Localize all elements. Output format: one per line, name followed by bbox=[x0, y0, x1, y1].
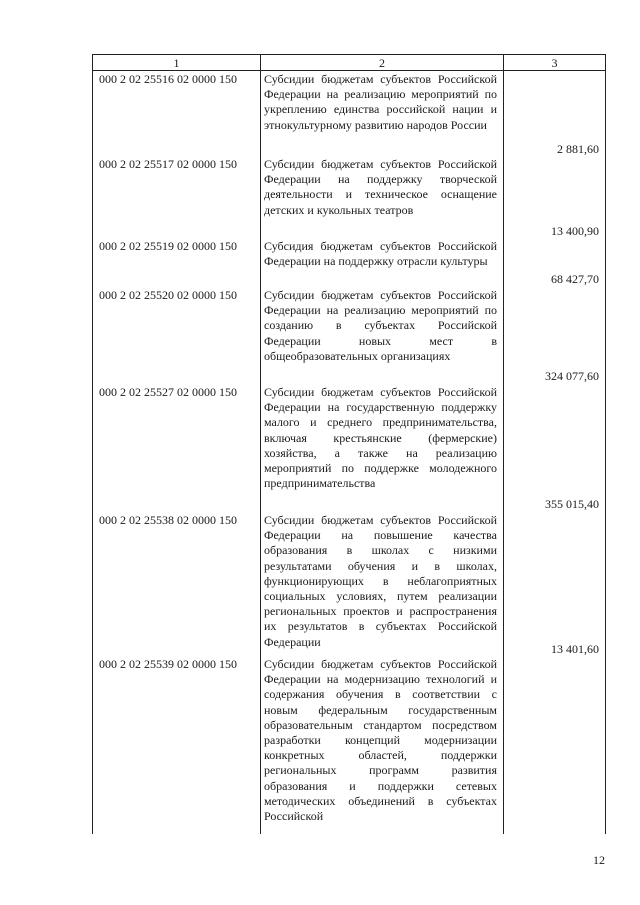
row-description: Субсидия бюджетам субъектов Российской Федерации на поддержку отрасли культуры bbox=[264, 239, 497, 269]
budget-code: 000 2 02 25527 02 0000 150 bbox=[99, 385, 237, 399]
row-description: Субсидии бюджетам субъектов Российской Федерации на государственную поддержку малого и среднего предпринимательства, включая крестьянские (фермерские) хозяйства, а также на реализацию мероприятий по поддержке молодежного предпринимательства bbox=[264, 385, 497, 491]
budget-code: 000 2 02 25520 02 0000 150 bbox=[99, 288, 237, 302]
row-amount: 68 427,70 bbox=[551, 272, 599, 286]
column-divider bbox=[503, 55, 504, 834]
column-divider bbox=[260, 55, 261, 834]
row-amount: 355 015,40 bbox=[545, 497, 599, 511]
row-description: Субсидии бюджетам субъектов Российской Федерации на модернизацию технологий и содержания обучения в соответствии с новым федеральным государственным образовательным стандартом посредством разработки концепций модернизации конкретных областей, поддержки региональных программ развития образования и поддержки сетевых методических объединений в субъектах Российской bbox=[264, 657, 497, 824]
row-amount: 324 077,60 bbox=[545, 369, 599, 383]
row-description: Субсидии бюджетам субъектов Российской Федерации на реализацию мероприятий по созданию в субъектах Российской Федерации новых мест в общеобразовательных организациях bbox=[264, 288, 497, 363]
row-description: Субсидии бюджетам субъектов Российской Федерации на реализацию мероприятий по укреплению единства российской нации и этнокультурному развитию народов России bbox=[264, 72, 497, 132]
header-divider bbox=[93, 70, 605, 71]
row-amount: 13 400,90 bbox=[551, 224, 599, 238]
budget-code: 000 2 02 25539 02 0000 150 bbox=[99, 657, 237, 671]
column-header-3: 3 bbox=[551, 56, 558, 70]
budget-code: 000 2 02 25517 02 0000 150 bbox=[99, 157, 237, 171]
budget-code: 000 2 02 25538 02 0000 150 bbox=[99, 513, 237, 527]
row-amount: 13 401,60 bbox=[551, 642, 599, 656]
budget-code: 000 2 02 25516 02 0000 150 bbox=[99, 72, 237, 86]
row-description: Субсидии бюджетам субъектов Российской Федерации на поддержку творческой деятельности и техническое оснащение детских и кукольных театров bbox=[264, 157, 497, 217]
row-description: Субсидии бюджетам субъектов Российской Федерации на повышение качества образования в школах с низкими результатами обучения и в школах, функционирующих в неблагоприятных социальных условиях, путем реализации региональных проектов и распространения их результатов в субъектах Российской Федерации bbox=[264, 513, 497, 649]
column-header-2: 2 bbox=[379, 56, 385, 70]
budget-table bbox=[92, 54, 606, 834]
budget-code: 000 2 02 25519 02 0000 150 bbox=[99, 239, 237, 253]
column-header-1: 1 bbox=[173, 56, 180, 70]
page-number: 12 bbox=[593, 853, 605, 867]
row-amount: 2 881,60 bbox=[557, 142, 599, 156]
